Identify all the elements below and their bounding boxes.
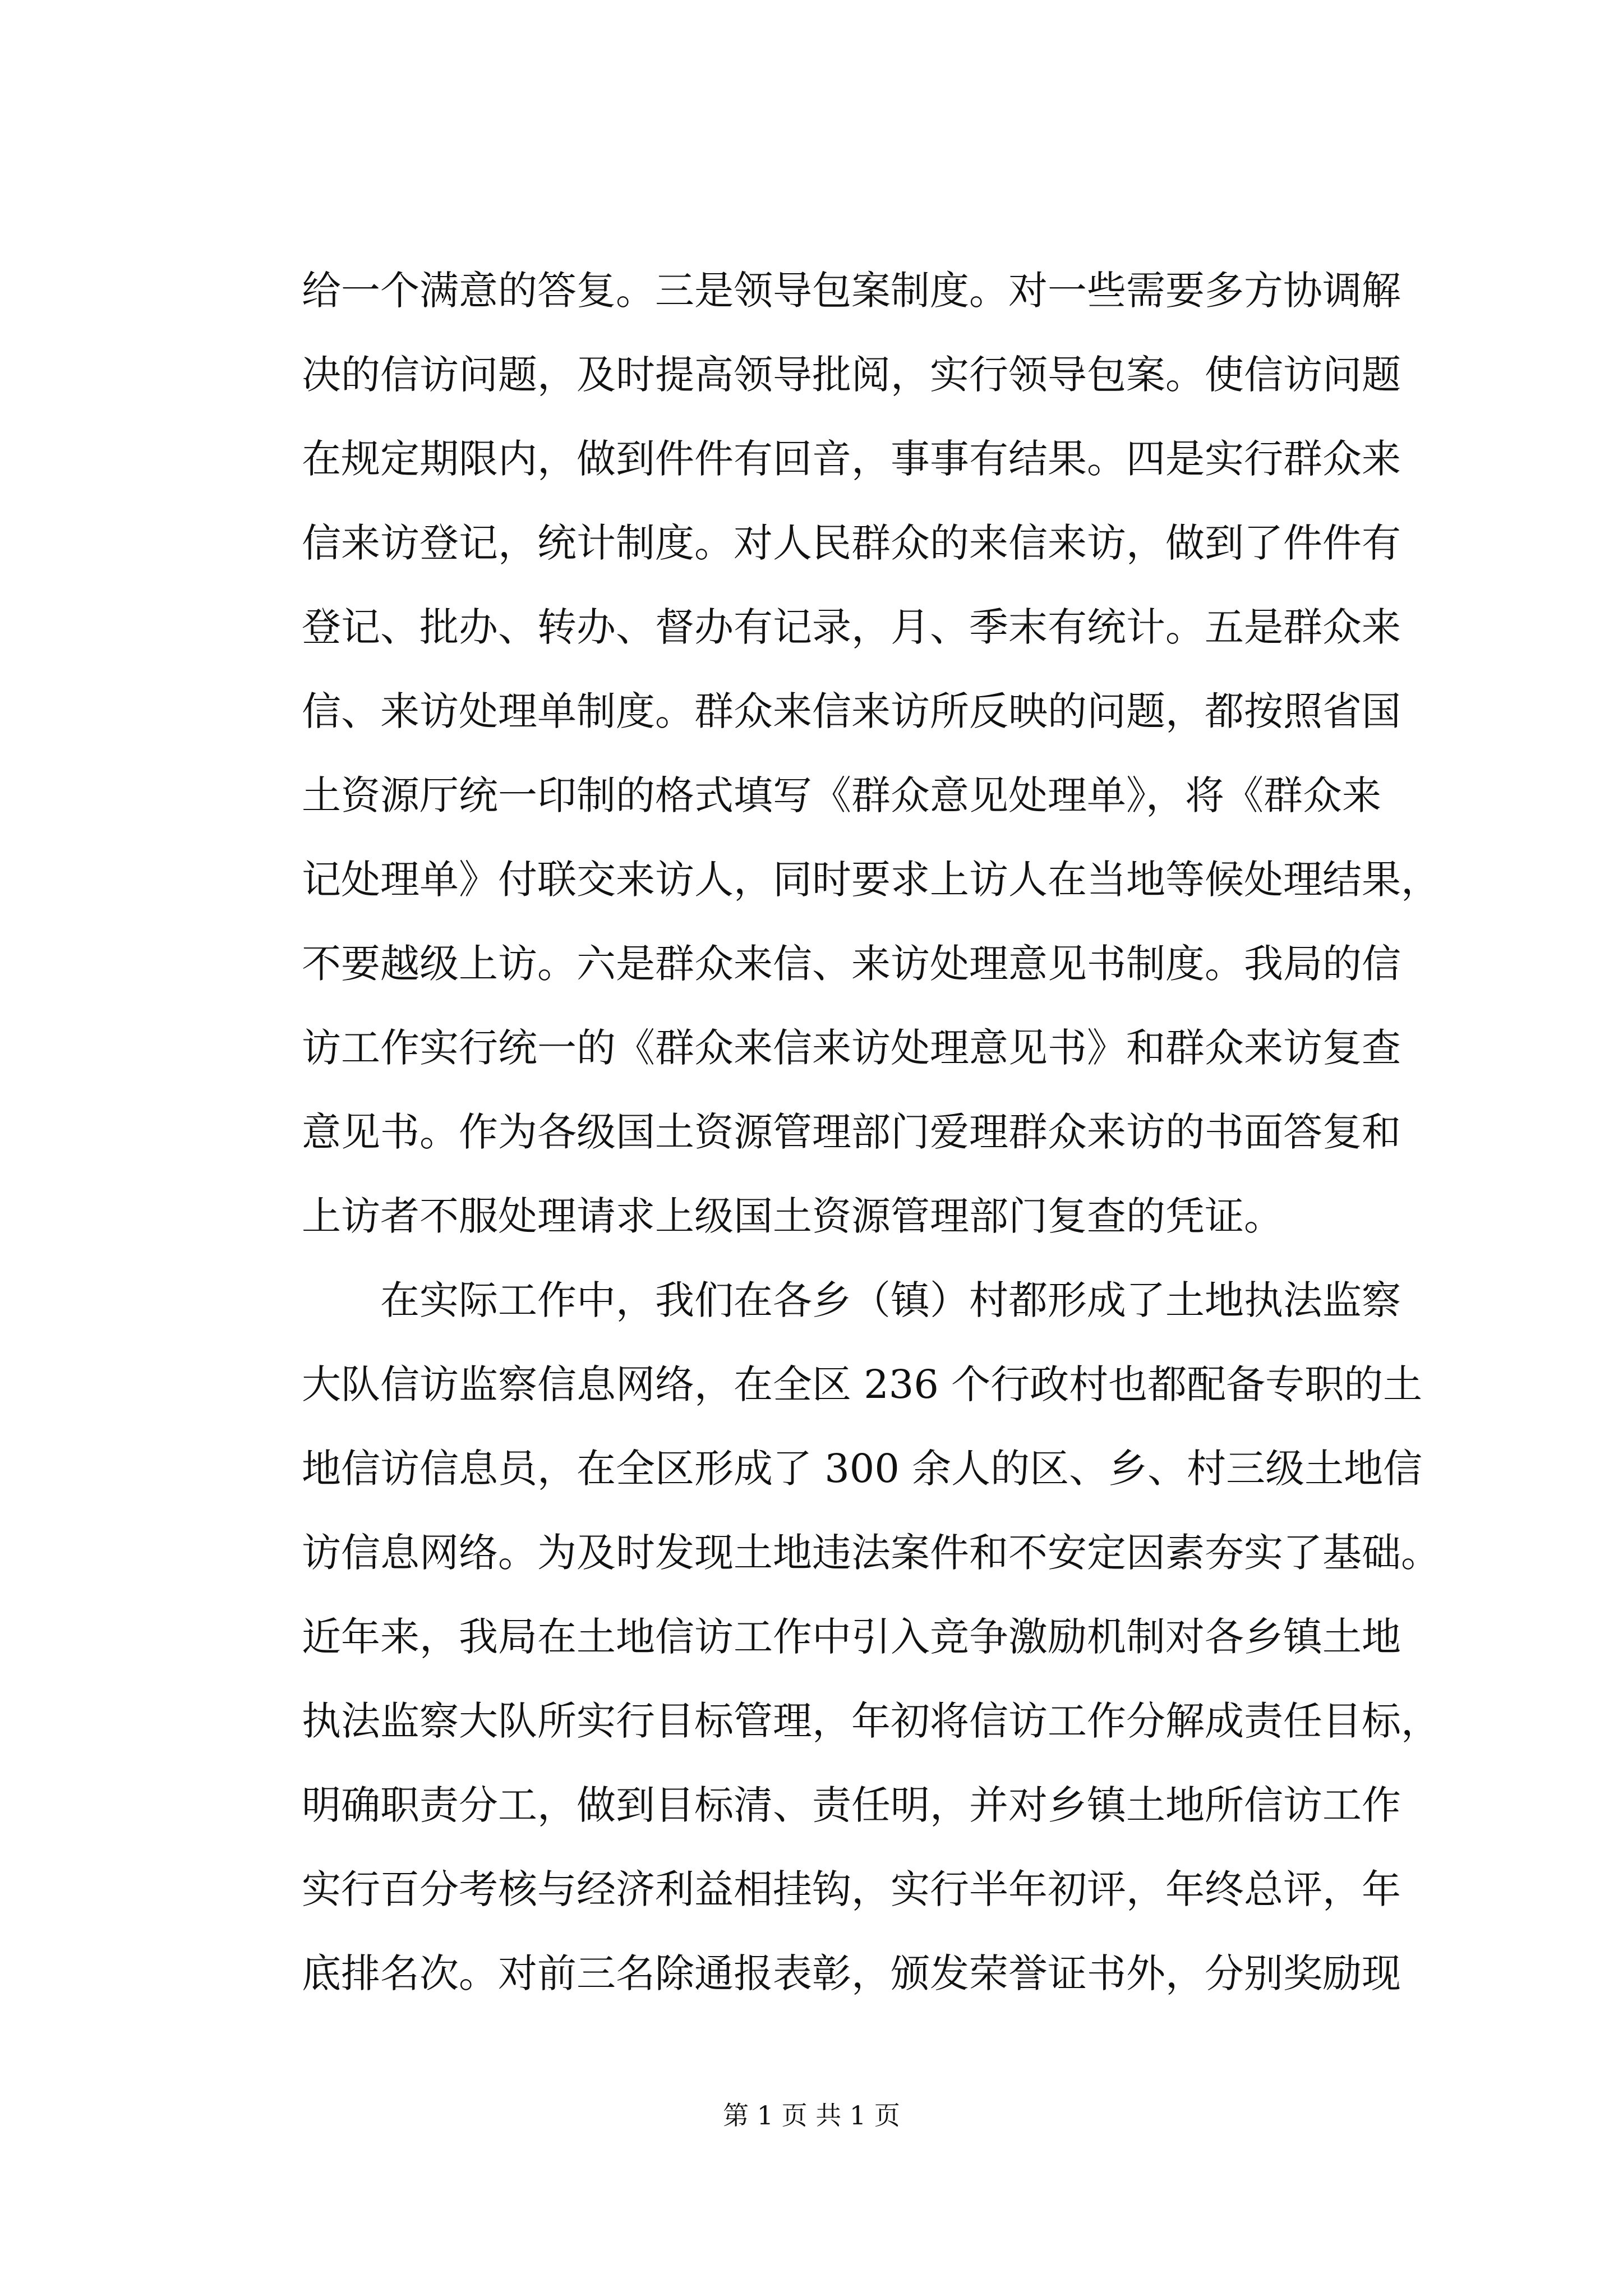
text-line-7: 土资源厅统一印制的格式填写《群众意见处理单》，将《群众来 <box>302 772 1381 818</box>
text-line-1: 给一个满意的答复。三是领导包案制度。对一些需要多方协调解 <box>302 268 1401 314</box>
text-line-15: 地信访信息员，在全区形成了 300 余人的区、乡、村三级土地信 <box>302 1446 1423 1492</box>
text-line-5: 登记、批办、转办、督办有记录，月、季末有统计。五是群众来 <box>302 604 1401 650</box>
text-line-17: 近年来，我局在土地信访工作中引入竞争激励机制对各乡镇土地 <box>302 1614 1401 1660</box>
page-footer: 第 1 页 共 1 页 <box>723 2100 900 2131</box>
text-line-20: 实行百分考核与经济利益相挂钩，实行半年初评，年终总评，年 <box>302 1866 1401 1912</box>
text-line-10: 访工作实行统一的《群众来信来访处理意见书》和群众来访复查 <box>302 1025 1401 1071</box>
text-line-14: 大队信访监察信息网络，在全区 236 个行政村也都配备专职的土 <box>302 1361 1423 1407</box>
text-line-16: 访信息网络。为及时发现土地违法案件和不安定因素夯实了基础。 <box>302 1530 1440 1576</box>
text-line-4: 信来访登记，统计制度。对人民群众的来信来访，做到了件件有 <box>302 520 1401 566</box>
text-line-11: 意见书。作为各级国土资源管理部门爱理群众来访的书面答复和 <box>302 1109 1401 1155</box>
text-line-18: 执法监察大队所实行目标管理，年初将信访工作分解成责任目标， <box>302 1698 1440 1744</box>
text-line-9: 不要越级上访。六是群众来信、来访处理意见书制度。我局的信 <box>302 941 1401 987</box>
text-line-6: 信、来访处理单制度。群众来信来访所反映的问题，都按照省国 <box>302 688 1401 734</box>
text-line-2: 决的信访问题，及时提高领导批阅，实行领导包案。使信访问题 <box>302 352 1401 398</box>
text-line-21: 底排名次。对前三名除通报表彰，颁发荣誉证书外，分别奖励现 <box>302 1950 1401 1996</box>
text-line-8: 记处理单》付联交来访人，同时要求上访人在当地等候处理结果， <box>302 857 1440 903</box>
text-line-3: 在规定期限内，做到件件有回音，事事有结果。四是实行群众来 <box>302 436 1401 482</box>
text-line-12: 上访者不服处理请求上级国土资源管理部门复查的凭证。 <box>302 1193 1283 1239</box>
text-line-13: 在实际工作中，我们在各乡（镇）村都形成了土地执法监察 <box>380 1277 1401 1323</box>
text-line-19: 明确职责分工，做到目标清、责任明，并对乡镇土地所信访工作 <box>302 1782 1401 1828</box>
